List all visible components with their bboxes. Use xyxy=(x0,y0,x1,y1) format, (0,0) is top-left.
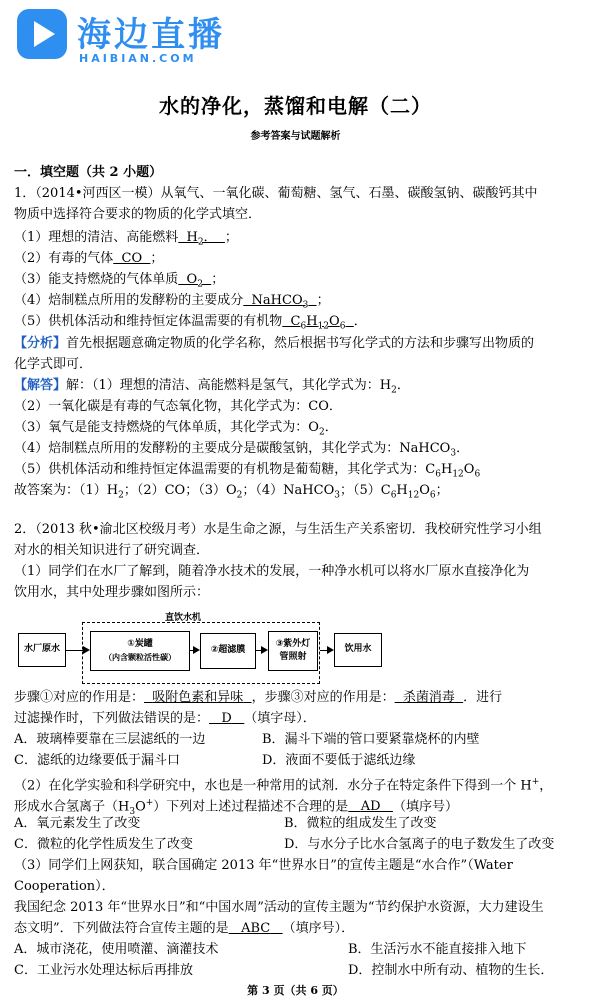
q2-part2: 形成水合氢离子$(H_3O^+)$下列对上述过程描述不合理的是 AD （填序号） xyxy=(14,798,458,817)
q1-item: （2）有毒的气体 CO ； xyxy=(14,251,164,266)
play-icon xyxy=(17,9,67,59)
q2-option: A．城市浇花，使用喷灌、滴灌技术 xyxy=(14,942,219,957)
brand-name-en: HAIBIAN.COM xyxy=(79,52,197,65)
q2-option: A．氧元素发生了改变 xyxy=(14,816,141,831)
q2-part2: （2）在化学实验和科学研究中，水也是一种常用的试剂．水分子在特定条件下得到一个 H+， xyxy=(14,777,553,794)
q1-solution: （2）一氧化碳是有毒的气态氧化物，其化学式为：CO． xyxy=(14,399,342,414)
q2-option: D．控制水中所有动、植物的生长． xyxy=(348,963,554,978)
q2-option: D．与水分子比水合氢离子的电子数发生了改变 xyxy=(284,837,555,852)
flow-step-uv: ③紫外灯 管照射 xyxy=(268,631,318,671)
q1-analysis: 化学式即可． xyxy=(14,357,93,372)
q1-solution: （3）氧气是能支持燃烧的气体单质，其化学式为：$O_2$． xyxy=(14,420,338,438)
flow-group-label: 直饮水机 xyxy=(165,613,202,623)
page-footer: 第 3 页（共 6 页） xyxy=(247,984,344,997)
page-subtitle: 参考答案与试题解析 xyxy=(250,131,341,142)
q2-option: C．工业污水处理达标后再排放 xyxy=(14,963,193,978)
q1-item: （3）能支持燃烧的气体单质 $O_2$ ； xyxy=(14,272,225,290)
q2-part1: 饮用水，其中处理步骤如图所示： xyxy=(14,585,210,600)
q2-option: C．滤纸的边缘要低于漏斗口 xyxy=(14,753,180,768)
q1-solution: （4）焙制糕点所用的发酵粉的主要成分是碳酸氢钠，其化学式为：NaHCO$_3$． xyxy=(14,441,470,459)
flow-source: 水厂原水 xyxy=(18,633,66,667)
q2-step-line: 步骤①对应的作用是： 吸附色素和异味 ，步骤③对应的作用是： 杀菌消毒 ．进行 xyxy=(14,690,503,705)
q2-stem: 对水的相关知识进行了研究调查． xyxy=(14,543,210,558)
q2-filter-question: 过滤操作时，下列做法错误的是： D （填字母）． xyxy=(14,711,316,726)
brand-logo xyxy=(17,9,307,69)
q1-item: （1）理想的清洁、高能燃料 $H_2$． ； xyxy=(14,230,238,248)
q1-item: （5）供机体活动和维持恒定体温需要的有机物 $C_6H_{12}O_6$ ． xyxy=(14,314,367,332)
q2-stem: 2．（2013 秋•渝北区校级月考）水是生命之源，与生活生产关系密切．我校研究性学习小组 xyxy=(14,522,542,537)
flow-arrow xyxy=(190,650,198,651)
q2-option: D．液面不要低于滤纸边缘 xyxy=(262,753,416,768)
q1-stem: 1．（2014•河西区一模）从氧气、一氧化碳、葡萄糖、氢气、石墨、碳酸氢钠、碳酸钙其中 xyxy=(14,186,538,201)
flow-step-carbon: ①炭罐 （内含颗粒活性碳） xyxy=(90,631,190,671)
q2-option: B．微粒的组成发生了改变 xyxy=(284,816,437,831)
q2-option: B．生活污水不能直接排入地下 xyxy=(348,942,527,957)
q2-part3: 态文明”．下列做法符合宣传主题的是 ABC （填序号）． xyxy=(14,921,355,936)
q2-option: C．微粒的化学性质发生了改变 xyxy=(14,837,193,852)
flow-output: 饮用水 xyxy=(334,633,382,667)
q1-analysis: 【分析】首先根据题意确定物质的化学名称，然后根据书写化学式的方法和步骤写出物质的 xyxy=(14,336,535,351)
q1-final-answer: 故答案为：$(1)H_2$；（2）CO；$(3)O_2$；（4）NaHCO$_3$；$(5)C_6H_{12}O_6$； xyxy=(14,483,449,501)
q1-solution: （5）供机体活动和维持恒定体温需要的有机物是葡萄糖，其化学式为：$C_6H_{12}O_6$ xyxy=(14,462,481,480)
section-heading: 一．填空题（共 2 小题） xyxy=(14,165,163,180)
q1-stem: 物质中选择符合要求的物质的化学式填空． xyxy=(14,207,262,222)
q2-option: A．玻璃棒要靠在三层滤纸的一边 xyxy=(14,732,206,747)
q2-part3: （3）同学们上网获知，联合国确定 2013 年“世界水日”的宣传主题是“水合作”（Water xyxy=(14,858,513,873)
flow-step-ultrafilter: ②超滤膜 xyxy=(200,633,256,669)
q2-part3: 我国纪念 2013 年“世界水日”和“中国水周”活动的宣传主题为“节约保护水资源，大力建设生 xyxy=(14,900,544,915)
brand-name-cn: 海边直播 xyxy=(77,15,225,55)
q2-option: B．漏斗下端的管口要紧靠烧杯的内壁 xyxy=(262,732,480,747)
flow-arrow xyxy=(320,650,332,651)
flow-arrow xyxy=(66,650,88,651)
flow-arrow xyxy=(256,650,266,651)
q2-part1: （1）同学们在水厂了解到，随着净水技术的发展，一种净水机可以将水厂原水直接净化为 xyxy=(14,564,530,579)
q1-item: （4）焙制糕点所用的发酵粉的主要成分 NaHCO$_3$ ； xyxy=(14,293,330,311)
q2-part3: Cooperation）． xyxy=(14,879,115,894)
q1-solution: 【解答】解：（1）理想的清洁、高能燃料是氢气，其化学式为：$H_2$． xyxy=(14,378,410,396)
page-title: 水的净化，蒸馏和电解（二） xyxy=(159,94,432,118)
